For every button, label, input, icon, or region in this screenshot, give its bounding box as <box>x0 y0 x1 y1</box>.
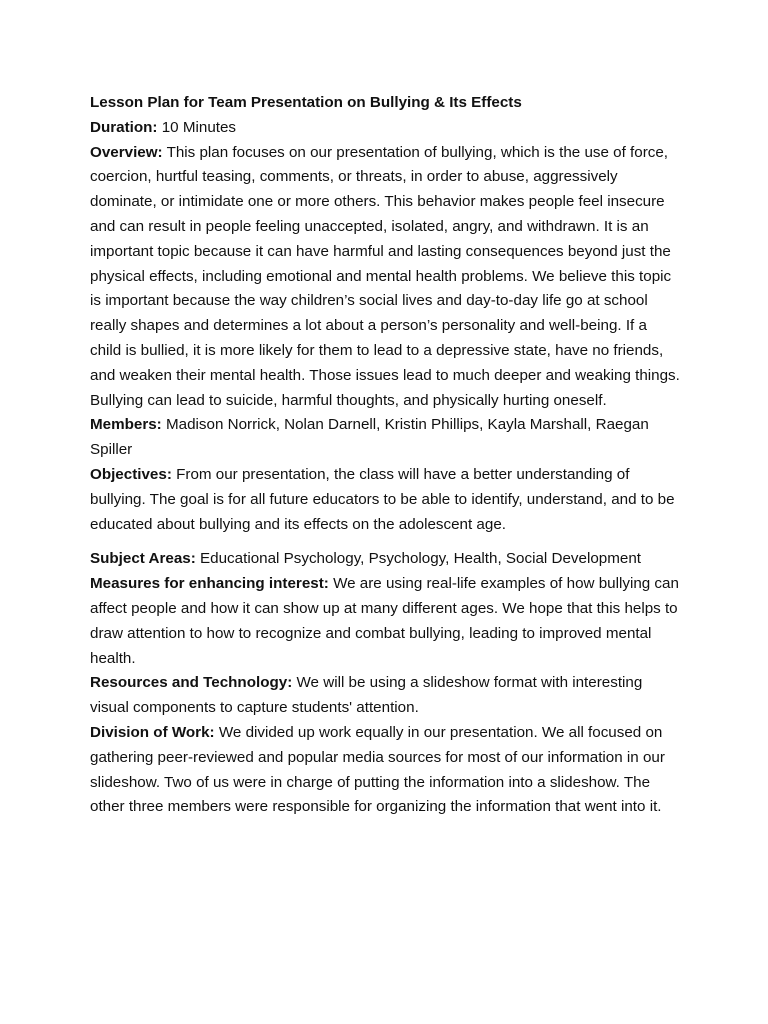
subject-areas-label: Subject Areas: <box>90 550 196 568</box>
document-page <box>90 91 682 820</box>
members-label: Members: <box>90 416 162 434</box>
overview-label: Overview: <box>90 143 163 161</box>
members-text: Madison Norrick, Nolan Darnell, Kristin Phillips, Kayla Marshall, Raegan Spiller <box>90 416 649 459</box>
subject-areas-text: Educational Psychology, Psychology, Health, Social Development <box>200 550 641 568</box>
measures-label: Measures for enhancing interest: <box>90 575 329 593</box>
resources-paragraph <box>90 671 682 721</box>
duration-label: Duration: <box>90 118 158 136</box>
duration-paragraph <box>90 116 682 141</box>
members-paragraph <box>90 413 682 463</box>
overview-text: This plan focuses on our presentation of bullying, which is the use of force, coercion, hurtful teasing, comments, or threats, in order to abuse, aggressively dominate, or intimidate one or more others. This behavior makes people feel insecure and can result in people feeling unaccepted, isolated, angry, and withdrawn. It is an important topic because it can have harmful and lasting consequences beyond just the physical effects, including emotional and mental health problems. We believe this topic is important because the way children’s social lives and day-to-day life go at school really shapes and determines a lot about a person’s personality and well-being. If a child is bullied, it is more likely for them to lead to a depressive state, have no friends, and weaken their mental health. Those issues lead to much deeper and weaking things. Bullying can lead to suicide, harmful thoughts, and physically hurting oneself. <box>90 143 680 409</box>
subject-areas-paragraph <box>90 547 682 572</box>
division-of-work-label: Division of Work: <box>90 723 215 741</box>
resources-text: We will be using a slideshow format with interesting visual components to capture students' attention. <box>90 674 643 717</box>
overview-paragraph <box>90 141 682 414</box>
objectives-label: Objectives: <box>90 465 172 483</box>
resources-label: Resources and Technology: <box>90 674 293 692</box>
measures-paragraph <box>90 572 682 671</box>
division-of-work-paragraph <box>90 721 682 820</box>
division-of-work-text: We divided up work equally in our presentation. We all focused on gathering peer-reviewed and popular media sources for most of our information in our slideshow. Two of us were in charge of putting the information into a slideshow. The other three members were responsible for organizing the information that went into it. <box>90 723 665 816</box>
duration-text: 10 Minutes <box>161 118 237 136</box>
objectives-paragraph <box>90 463 682 537</box>
document-title: Lesson Plan for Team Presentation on Bullying & Its Effects <box>90 94 522 111</box>
measures-text: We are using real-life examples of how bullying can affect people and how it can show up at many different ages. We hope that this helps to draw attention to how to recognize and combat bullying, leading to improved mental health. <box>90 575 679 667</box>
objectives-text: From our presentation, the class will have a better understanding of bullying. The goal is for all future educators to be able to identify, understand, and to be educated about bullying and its effects on the adolescent age. <box>90 465 675 533</box>
